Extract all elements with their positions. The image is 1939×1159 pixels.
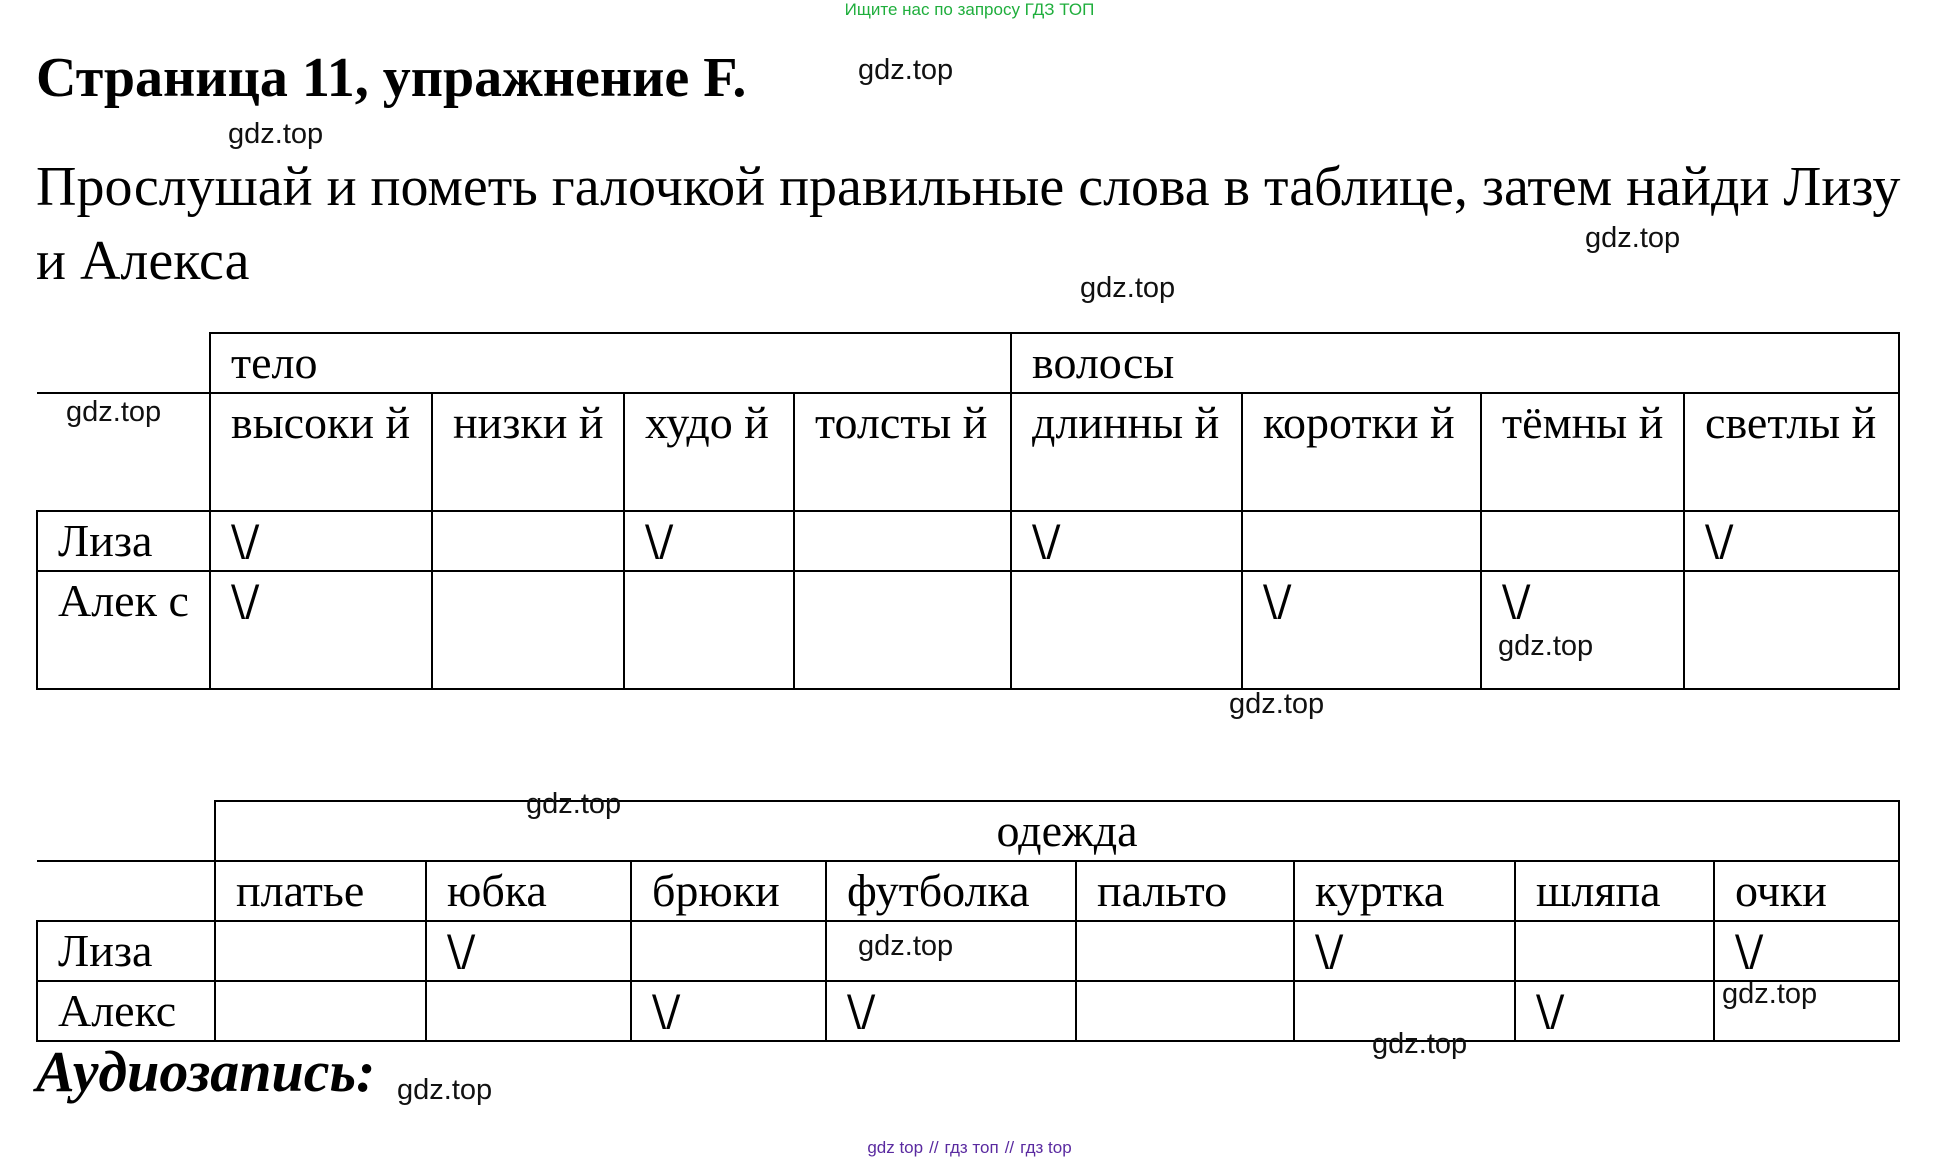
check-mark[interactable]: \/: [210, 571, 432, 689]
check-mark[interactable]: \/: [624, 511, 794, 571]
check-cell[interactable]: [215, 921, 426, 981]
table-row: [37, 511, 1899, 571]
check-cell[interactable]: [1076, 981, 1294, 1041]
column-header-glasses: очки: [1714, 861, 1899, 921]
watermark: gdz.top: [66, 396, 162, 428]
watermark: gdz.top: [1229, 688, 1325, 720]
column-header-fair: светлы й: [1684, 393, 1899, 511]
check-mark[interactable]: \/: [210, 511, 432, 571]
table-corner: [37, 801, 215, 861]
column-header-hat: шляпа: [1515, 861, 1714, 921]
watermark: gdz.top: [228, 118, 324, 150]
footer-link[interactable]: гдз top: [1020, 1138, 1072, 1157]
watermark: gdz.top: [1585, 222, 1681, 254]
footer-links: [0, 1138, 1939, 1158]
column-header-thin: худо й: [624, 393, 794, 511]
column-header-dress: платье: [215, 861, 426, 921]
appearance-table: [36, 332, 1900, 690]
row-name-liza: Лиза: [37, 921, 215, 981]
check-mark[interactable]: \/: [1242, 571, 1481, 689]
check-cell[interactable]: [1242, 511, 1481, 571]
check-cell[interactable]: [215, 981, 426, 1041]
check-mark[interactable]: \/: [1294, 921, 1515, 981]
check-cell[interactable]: [1481, 511, 1684, 571]
check-mark[interactable]: \/: [1011, 511, 1242, 571]
watermark: gdz.top: [526, 788, 622, 820]
check-cell[interactable]: [432, 571, 624, 689]
check-cell[interactable]: [1515, 921, 1714, 981]
exercise-instruction: Прослушай и пометь галочкой правильные слова в таблице, затем найди Лизу и Алекса: [36, 156, 1901, 292]
check-mark[interactable]: \/: [1714, 921, 1899, 981]
watermark: gdz.top: [858, 54, 954, 86]
column-header-trousers: брюки: [631, 861, 826, 921]
footer-link[interactable]: gdz top: [867, 1138, 924, 1157]
column-header-jacket: куртка: [1294, 861, 1515, 921]
column-header-tshirt: футболка: [826, 861, 1076, 921]
check-mark[interactable]: \/: [1515, 981, 1714, 1041]
footer-separator: //: [929, 1138, 939, 1157]
check-cell[interactable]: [794, 511, 1011, 571]
watermark: gdz.top: [1372, 1028, 1468, 1060]
column-header-skirt: юбка: [426, 861, 631, 921]
check-cell[interactable]: [624, 571, 794, 689]
check-mark[interactable]: \/: [426, 921, 631, 981]
check-cell[interactable]: [1076, 921, 1294, 981]
check-mark[interactable]: \/: [1684, 511, 1899, 571]
check-cell[interactable]: [794, 571, 1011, 689]
column-header-fat: толсты й: [794, 393, 1011, 511]
check-cell[interactable]: [426, 981, 631, 1041]
group-header-body: тело: [210, 333, 1011, 393]
column-header-short-hair: коротки й: [1242, 393, 1481, 511]
table-row: [37, 921, 1899, 981]
column-header-long: длинны й: [1011, 393, 1242, 511]
page-title: Страница 11, упражнение F.: [36, 47, 747, 109]
watermark: gdz.top: [1722, 978, 1818, 1010]
check-cell[interactable]: [432, 511, 624, 571]
check-mark[interactable]: \/: [631, 981, 826, 1041]
watermark: gdz.top: [1498, 630, 1594, 662]
check-mark[interactable]: \/: [1481, 571, 1684, 689]
footer-separator: //: [1004, 1138, 1015, 1157]
check-cell[interactable]: [1011, 571, 1242, 689]
table-row: [37, 571, 1899, 689]
row-name-alex: Алекс: [37, 981, 215, 1041]
check-cell[interactable]: [631, 921, 826, 981]
watermark: gdz.top: [858, 930, 954, 962]
row-name-liza: Лиза: [37, 511, 210, 571]
row-name-alex: Алек с: [37, 571, 210, 689]
watermark: gdz.top: [397, 1074, 493, 1106]
table-corner: [37, 333, 210, 393]
table-corner: [37, 861, 215, 921]
column-header-dark: тёмны й: [1481, 393, 1684, 511]
footer-link[interactable]: гдз топ: [944, 1138, 999, 1157]
check-cell[interactable]: [1684, 571, 1899, 689]
group-header-clothes: одежда: [215, 801, 1899, 861]
table-row: [37, 981, 1899, 1041]
clothes-table: [36, 800, 1900, 1042]
column-header-coat: пальто: [1076, 861, 1294, 921]
group-header-hair: волосы: [1011, 333, 1899, 393]
audio-label: Аудиозапись:: [36, 1039, 376, 1104]
watermark: gdz.top: [1080, 272, 1176, 304]
top-search-hint[interactable]: Ищите нас по запросу ГДЗ ТОП: [844, 0, 1095, 19]
check-mark[interactable]: \/: [826, 981, 1076, 1041]
column-header-tall: высоки й: [210, 393, 432, 511]
column-header-short: низки й: [432, 393, 624, 511]
